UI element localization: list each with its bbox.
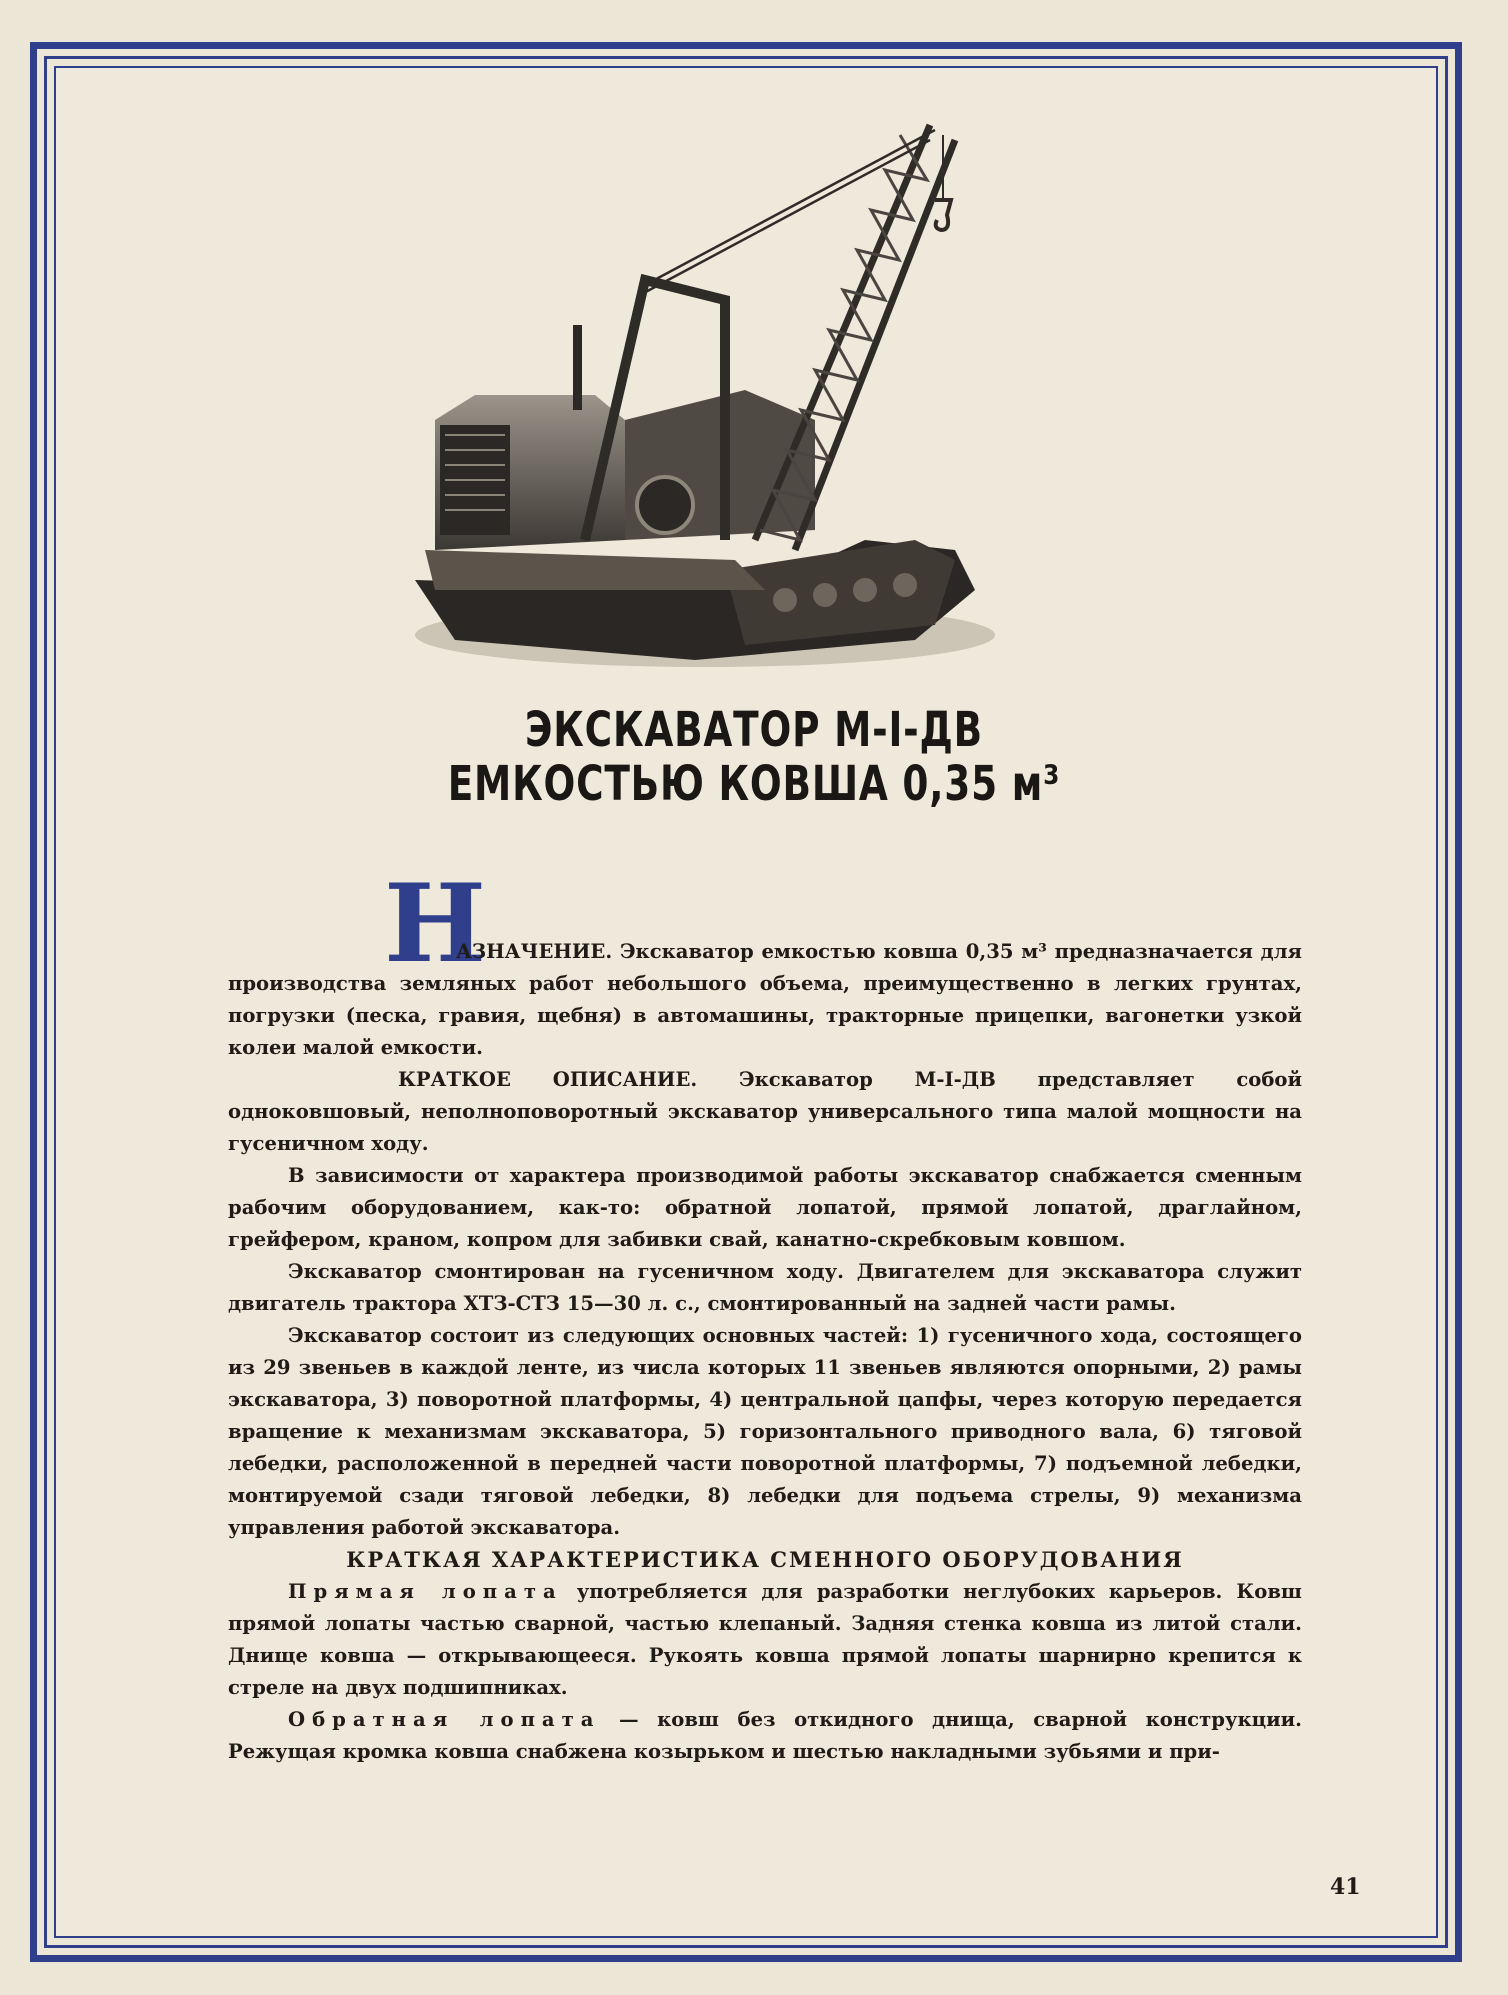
description-text: Экскаватор М-I-ДВ представляет собой одноковшовый, неполноповоротный экскаватор универсального типа малой мощности на гусеничном ходу. xyxy=(228,1068,1302,1155)
page-number: 41 xyxy=(1330,1874,1361,1900)
crawler-excavator-illustration xyxy=(395,120,1155,700)
paragraph-parts: Экскаватор состоит из следующих основных частей: 1) гусеничного хода, состоящего из 29 звеньев в каждой ленте, из числа которых 11 звеньев являются опорными, 2) рамы экскаватора, 3) поворотной платформы, 4) центральной цапфы, через которую передается вращение к механизмам экскаватора, 5) горизонтального приводного вала, 6) тяговой лебедки, расположенной в передней части поворотной платформы, 7) подъемной лебедки, монтируемой сзади тяговой лебедки, 8) лебедки для подъема стрелы, 9) механизма управления работой экскаватора. xyxy=(228,1324,1302,1539)
front-shovel-term: Прямая лопата xyxy=(288,1580,563,1603)
paragraph-front-shovel xyxy=(228,1576,1302,1704)
page-title-line-1: ЭКСКАВАТОР М-I-ДВ xyxy=(525,702,983,758)
backhoe-text: — ковш без откидного днища, сварной конструкции. Режущая кромка ковша снабжена козырьком и шестью накладными зубьями и при- xyxy=(228,1708,1302,1763)
paragraph-equipment: В зависимости от характера производимой работы экскаватор снабжается сменным рабочим оборудованием, как-то: обратной лопатой, прямой лопатой, драглайном, грейфером, краном, копром для забивки свай, канатно-скребковым ковшом. xyxy=(228,1164,1302,1251)
backhoe-term: Обратная лопата xyxy=(288,1708,601,1731)
paragraph-backhoe xyxy=(228,1704,1302,1768)
front-shovel-text: употребляется для разработки неглубоких карьеров. Ковш прямой лопаты частью сварной, частью клепаный. Задняя стенка ковша из литой стали. Днище ковша — открывающееся. Рукоять ковша прямой лопаты шарнирно крепится к стреле на двух подшипниках. xyxy=(228,1580,1302,1699)
purpose-label: АЗНАЧЕНИЕ. xyxy=(456,940,613,963)
section-heading: КРАТКАЯ ХАРАКТЕРИСТИКА СМЕННОГО ОБОРУДОВАНИЯ xyxy=(346,1547,1184,1572)
paragraph-description xyxy=(228,1064,1302,1160)
description-label: КРАТКОЕ ОПИСАНИЕ. xyxy=(398,1068,698,1091)
purpose-text: Экскаватор емкостью ковша 0,35 м³ предназначается для производства земляных работ небольшого объема, преимущественно в легких грунтах, погрузки (песка, гравия, щебня) в автомашины, тракторные прицепки, вагонетки узкой колеи малой емкости. xyxy=(228,940,1302,1059)
drop-cap: Н xyxy=(384,861,487,987)
paragraph-purpose xyxy=(228,936,1302,1064)
page-title-line-2: ЕМКОСТЬЮ КОВША 0,35 м³ xyxy=(447,756,1061,812)
article-body xyxy=(228,936,1302,1768)
paragraph-mounting: Экскаватор смонтирован на гусеничном ходу. Двигателем для экскаватора служит двигатель трактора ХТЗ-СТЗ 15—30 л. с., смонтированный на задней части рамы. xyxy=(228,1260,1302,1315)
